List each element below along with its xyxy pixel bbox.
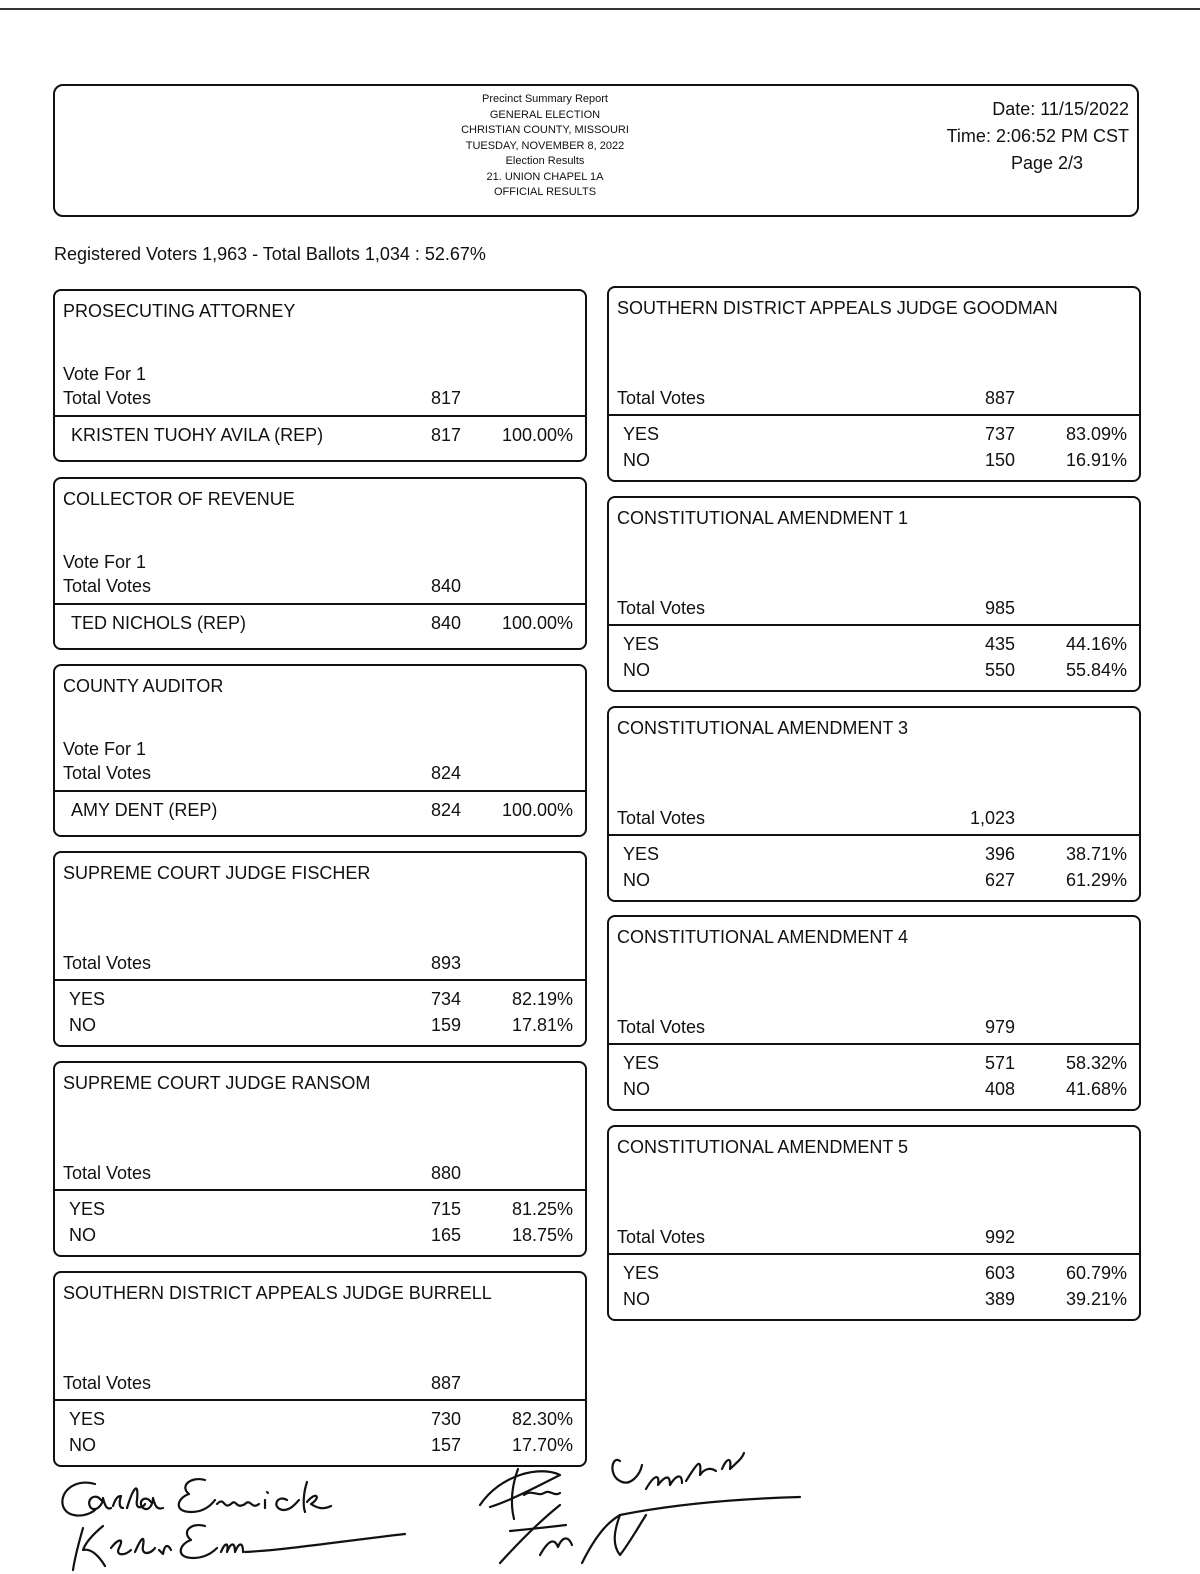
result-row-yes	[623, 1263, 1139, 1287]
total-votes-label: Total Votes	[617, 1227, 706, 1247]
vote-for-label: Vote For 1	[63, 552, 147, 572]
choice-votes: 627	[984, 870, 1015, 890]
contest-box-southern-district-appeals-judge-goodman	[607, 286, 1141, 482]
result-row-amy-dent-rep	[71, 800, 585, 824]
choice-votes: 165	[430, 1225, 461, 1245]
choice-votes: 603	[984, 1263, 1015, 1283]
result-row-yes	[69, 989, 585, 1013]
choice-percent: 100.00%	[501, 613, 573, 633]
contest-title: COLLECTOR OF REVENUE	[63, 489, 295, 509]
choice-label: YES	[69, 1409, 106, 1429]
choice-percent: 41.68%	[1065, 1079, 1127, 1099]
choice-votes: 715	[430, 1199, 461, 1219]
choice-percent: 44.16%	[1065, 634, 1127, 654]
choice-votes: 435	[984, 634, 1015, 654]
choice-percent: 83.09%	[1065, 424, 1127, 444]
contest-title: COUNTY AUDITOR	[63, 676, 224, 696]
choice-label: AMY DENT (REP)	[71, 800, 218, 820]
total-votes-row	[63, 1373, 585, 1397]
results-divider	[609, 834, 1139, 836]
report-meta	[947, 96, 1129, 177]
contest-box-supreme-court-judge-ransom	[53, 1061, 587, 1257]
result-row-yes	[623, 424, 1139, 448]
choice-percent: 82.19%	[511, 989, 573, 1009]
results-divider	[55, 790, 585, 792]
results-divider	[609, 1043, 1139, 1045]
choice-label: YES	[623, 1263, 660, 1283]
total-votes-value: 824	[430, 763, 461, 783]
contest-box-constitutional-amendment-4	[607, 915, 1141, 1111]
choice-label: NO	[623, 660, 650, 680]
result-row-ted-nichols-rep	[71, 613, 585, 637]
contest-title: CONSTITUTIONAL AMENDMENT 1	[617, 508, 909, 528]
total-votes-value: 840	[430, 576, 461, 596]
total-votes-label: Total Votes	[63, 1163, 152, 1183]
choice-label: YES	[623, 1053, 660, 1073]
choice-label: YES	[69, 989, 106, 1009]
choice-percent: 39.21%	[1065, 1289, 1127, 1309]
results-divider	[609, 624, 1139, 626]
choice-percent: 58.32%	[1065, 1053, 1127, 1073]
total-votes-value: 979	[984, 1017, 1015, 1037]
total-votes-label: Total Votes	[63, 576, 152, 596]
choice-percent: 82.30%	[511, 1409, 573, 1429]
choice-percent: 100.00%	[501, 800, 573, 820]
choice-label: NO	[623, 870, 650, 890]
choice-label: YES	[623, 844, 660, 864]
report-type: Precinct Summary Report	[482, 93, 608, 105]
contest-title: SUPREME COURT JUDGE RANSOM	[63, 1073, 371, 1093]
election-date: TUESDAY, NOVEMBER 8, 2022	[465, 139, 625, 152]
vote-for-label: Vote For 1	[63, 364, 147, 384]
total-votes-value: 880	[430, 1163, 461, 1183]
contest-box-prosecuting-attorney	[53, 289, 587, 462]
contest-box-constitutional-amendment-3	[607, 706, 1141, 902]
result-row-no	[69, 1015, 585, 1039]
result-row-no	[623, 660, 1139, 684]
choice-label: NO	[623, 1289, 650, 1309]
choice-votes: 824	[430, 800, 461, 820]
results-divider	[609, 1253, 1139, 1255]
result-row-yes	[69, 1199, 585, 1223]
choice-percent: 17.81%	[511, 1015, 573, 1035]
contest-title: SOUTHERN DISTRICT APPEALS JUDGE GOODMAN	[617, 298, 1058, 318]
choice-label: NO	[69, 1015, 96, 1035]
signature-left	[55, 1470, 415, 1574]
result-row-kristen-tuohy-avila-rep	[71, 425, 585, 449]
choice-percent: 81.25%	[511, 1199, 573, 1219]
report-header	[53, 84, 1139, 217]
result-row-no	[623, 1289, 1139, 1313]
contest-title: CONSTITUTIONAL AMENDMENT 3	[617, 718, 909, 738]
total-votes-value: 887	[984, 388, 1015, 408]
result-row-no	[623, 870, 1139, 894]
choice-percent: 18.75%	[511, 1225, 573, 1245]
choice-votes: 157	[430, 1435, 461, 1455]
total-votes-value: 992	[984, 1227, 1015, 1247]
choice-percent: 38.71%	[1065, 844, 1127, 864]
total-votes-value: 1,023	[969, 808, 1015, 828]
total-votes-value: 887	[430, 1373, 461, 1393]
top-rule	[0, 8, 1200, 10]
result-row-yes	[69, 1409, 585, 1433]
total-votes-label: Total Votes	[63, 388, 152, 408]
choice-percent: 60.79%	[1065, 1263, 1127, 1283]
total-votes-label: Total Votes	[63, 1373, 152, 1393]
total-votes-row	[617, 808, 1139, 832]
choice-label: YES	[623, 424, 660, 444]
choice-percent: 17.70%	[511, 1435, 573, 1455]
choice-votes: 840	[430, 613, 461, 633]
total-votes-value: 985	[984, 598, 1015, 618]
total-votes-label: Total Votes	[617, 388, 706, 408]
total-votes-row	[63, 953, 585, 977]
results-divider	[55, 603, 585, 605]
total-votes-row	[617, 598, 1139, 622]
result-row-yes	[623, 1053, 1139, 1077]
result-row-no	[623, 1079, 1139, 1103]
choice-label: NO	[623, 1079, 650, 1099]
results-divider	[55, 415, 585, 417]
contest-box-constitutional-amendment-1	[607, 496, 1141, 692]
total-votes-label: Total Votes	[63, 763, 152, 783]
report-title-block	[395, 92, 695, 201]
total-votes-row	[63, 388, 585, 412]
page-number: Page 2/3	[1010, 153, 1083, 173]
results-divider	[55, 1189, 585, 1191]
total-votes-row	[617, 1227, 1139, 1251]
contest-title: PROSECUTING ATTORNEY	[63, 301, 296, 321]
contest-box-southern-district-appeals-judge-burrell	[53, 1271, 587, 1467]
choice-label: NO	[623, 450, 650, 470]
choice-label: TED NICHOLS (REP)	[71, 613, 247, 633]
choice-votes: 550	[984, 660, 1015, 680]
choice-percent: 55.84%	[1065, 660, 1127, 680]
contest-box-supreme-court-judge-fischer	[53, 851, 587, 1047]
official-label: OFFICIAL RESULTS	[493, 186, 597, 198]
result-row-yes	[623, 634, 1139, 658]
total-votes-value: 893	[430, 953, 461, 973]
choice-votes: 571	[984, 1053, 1015, 1073]
county-name: CHRISTIAN COUNTY, MISSOURI	[461, 124, 629, 136]
choice-label: YES	[69, 1199, 106, 1219]
choice-votes: 730	[430, 1409, 461, 1429]
total-votes-label: Total Votes	[617, 598, 706, 618]
turnout-summary: Registered Voters 1,963 - Total Ballots 1,034 : 52.67%	[54, 244, 486, 264]
contest-box-constitutional-amendment-5	[607, 1125, 1141, 1321]
total-votes-value: 817	[430, 388, 461, 408]
total-votes-row	[63, 576, 585, 600]
report-time: Time: 2:06:52 PM CST	[946, 126, 1129, 146]
contest-title: SUPREME COURT JUDGE FISCHER	[63, 863, 371, 883]
total-votes-row	[617, 1017, 1139, 1041]
contest-box-county-auditor	[53, 664, 587, 837]
total-votes-label: Total Votes	[63, 953, 152, 973]
total-votes-row	[63, 763, 585, 787]
choice-votes: 817	[430, 425, 461, 445]
choice-label: KRISTEN TUOHY AVILA (REP)	[71, 425, 324, 445]
result-row-yes	[623, 844, 1139, 868]
choice-label: YES	[623, 634, 660, 654]
choice-votes: 389	[984, 1289, 1015, 1309]
total-votes-row	[63, 1163, 585, 1187]
contest-box-collector-of-revenue	[53, 477, 587, 650]
result-row-no	[69, 1225, 585, 1249]
total-votes-row	[617, 388, 1139, 412]
total-votes-label: Total Votes	[617, 1017, 706, 1037]
contest-title: CONSTITUTIONAL AMENDMENT 5	[617, 1137, 909, 1157]
vote-for-label: Vote For 1	[63, 739, 147, 759]
choice-percent: 16.91%	[1065, 450, 1127, 470]
choice-votes: 408	[984, 1079, 1015, 1099]
contest-title: CONSTITUTIONAL AMENDMENT 4	[617, 927, 909, 947]
contest-title: SOUTHERN DISTRICT APPEALS JUDGE BURRELL	[63, 1283, 492, 1303]
choice-votes: 159	[430, 1015, 461, 1035]
choice-votes: 734	[430, 989, 461, 1009]
results-label: Election Results	[505, 155, 585, 167]
election-name: GENERAL ELECTION	[489, 108, 601, 121]
report-date: Date: 11/15/2022	[992, 99, 1129, 119]
choice-votes: 396	[984, 844, 1015, 864]
signature-right	[470, 1445, 810, 1574]
choice-label: NO	[69, 1435, 96, 1455]
choice-votes: 737	[984, 424, 1015, 444]
choice-label: NO	[69, 1225, 96, 1245]
total-votes-label: Total Votes	[617, 808, 706, 828]
result-row-no	[623, 450, 1139, 474]
choice-votes: 150	[984, 450, 1015, 470]
choice-percent: 100.00%	[501, 425, 573, 445]
results-divider	[55, 979, 585, 981]
results-divider	[55, 1399, 585, 1401]
precinct-name: 21. UNION CHAPEL 1A	[486, 170, 604, 183]
results-divider	[609, 414, 1139, 416]
choice-percent: 61.29%	[1065, 870, 1127, 890]
